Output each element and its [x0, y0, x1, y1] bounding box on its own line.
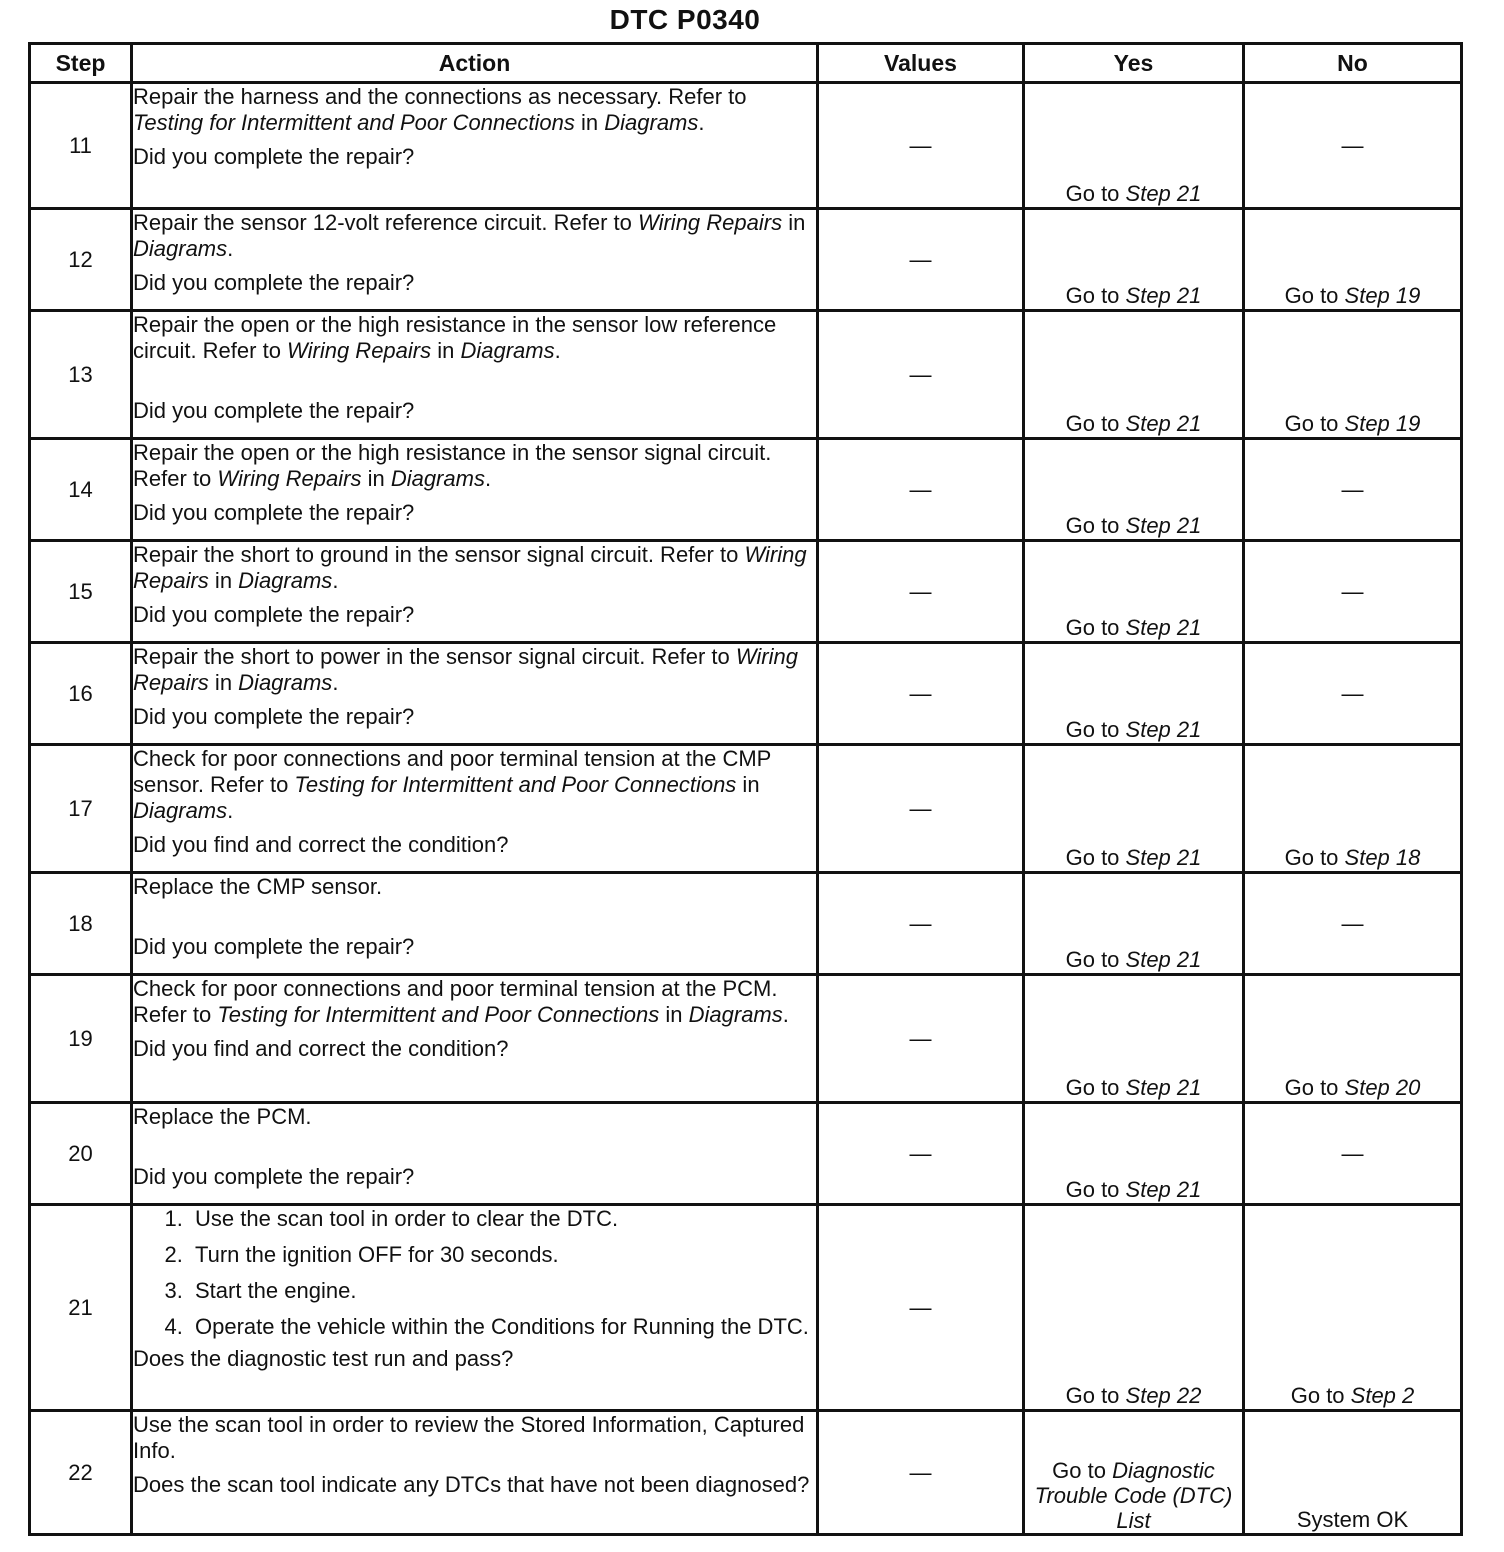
yes-cell: Go to Step 21 — [1024, 745, 1244, 873]
action-cell — [132, 1103, 818, 1205]
action-instruction: Repair the open or the high resistance in the sensor signal circuit. Refer to Wiring Repairs in Diagrams. — [133, 440, 772, 491]
no-cell: — — [1244, 643, 1462, 745]
action-question: Does the scan tool indicate any DTCs that have not been diagnosed? — [133, 1472, 810, 1497]
header-yes: Yes — [1024, 44, 1244, 83]
action-instruction: Repair the open or the high resistance in the sensor low reference circuit. Refer to Wiring Repairs in Diagrams. — [133, 312, 777, 363]
table-row — [30, 541, 1462, 643]
action-question: Did you complete the repair? — [133, 704, 415, 729]
step-number: 12 — [30, 209, 132, 311]
action-instruction: Repair the sensor 12-volt reference circuit. Refer to Wiring Repairs in Diagrams. — [133, 210, 806, 261]
no-cell: Go to Step 19 — [1244, 311, 1462, 439]
action-cell — [132, 209, 818, 311]
step-number: 11 — [30, 83, 132, 209]
action-question: Did you find and correct the condition? — [133, 832, 509, 857]
table-header-row — [30, 44, 1462, 83]
step-number: 20 — [30, 1103, 132, 1205]
yes-cell: Go to Step 21 — [1024, 643, 1244, 745]
values-cell: — — [818, 83, 1024, 209]
values-cell: — — [818, 541, 1024, 643]
action-instruction: Replace the PCM. — [133, 1104, 312, 1129]
header-step: Step — [30, 44, 132, 83]
yes-cell: Go to Step 21 — [1024, 209, 1244, 311]
action-cell — [132, 1411, 818, 1535]
action-question: Did you complete the repair? — [133, 270, 415, 295]
action-cell — [132, 1205, 818, 1411]
header-action: Action — [132, 44, 818, 83]
step-number: 16 — [30, 643, 132, 745]
no-cell: Go to Step 20 — [1244, 975, 1462, 1103]
table-row — [30, 643, 1462, 745]
action-instruction: Repair the short to power in the sensor signal circuit. Refer to Wiring Repairs in Diagrams. — [133, 644, 798, 695]
no-cell: — — [1244, 1103, 1462, 1205]
yes-cell: Go to Step 22 — [1024, 1205, 1244, 1411]
header-no: No — [1244, 44, 1462, 83]
values-cell: — — [818, 1103, 1024, 1205]
values-cell: — — [818, 745, 1024, 873]
list-item: 4. Operate the vehicle within the Conditions for Running the DTC. — [189, 1314, 816, 1340]
list-item: 2. Turn the ignition OFF for 30 seconds. — [189, 1242, 816, 1268]
no-cell: System OK — [1244, 1411, 1462, 1535]
action-cell — [132, 83, 818, 209]
action-cell — [132, 311, 818, 439]
table-row — [30, 1205, 1462, 1411]
action-question: Does the diagnostic test run and pass? — [133, 1346, 514, 1371]
table-row — [30, 975, 1462, 1103]
yes-cell: Go to Diagnostic Trouble Code (DTC) List — [1024, 1411, 1244, 1535]
no-cell: Go to Step 19 — [1244, 209, 1462, 311]
yes-cell: Go to Step 21 — [1024, 873, 1244, 975]
no-cell: — — [1244, 541, 1462, 643]
values-cell: — — [818, 975, 1024, 1103]
action-numbered-list — [133, 1206, 816, 1340]
action-question: Did you complete the repair? — [133, 1164, 415, 1189]
list-item: 3. Start the engine. — [189, 1278, 816, 1304]
page-title: DTC P0340 — [609, 4, 761, 35]
no-cell: — — [1244, 83, 1462, 209]
action-instruction: Check for poor connections and poor terminal tension at the PCM. Refer to Testing for Intermittent and Poor Connections in Diagrams. — [133, 976, 789, 1027]
table-row — [30, 311, 1462, 439]
no-cell: — — [1244, 873, 1462, 975]
step-number: 15 — [30, 541, 132, 643]
action-question: Did you find and correct the condition? — [133, 1036, 509, 1061]
values-cell: — — [818, 439, 1024, 541]
step-number: 13 — [30, 311, 132, 439]
values-cell: — — [818, 643, 1024, 745]
yes-cell: Go to Step 21 — [1024, 83, 1244, 209]
values-cell: — — [818, 873, 1024, 975]
table-row — [30, 83, 1462, 209]
list-item: 1. Use the scan tool in order to clear the DTC. — [189, 1206, 816, 1232]
diagnostic-table — [28, 42, 1463, 1536]
step-number: 22 — [30, 1411, 132, 1535]
header-values: Values — [818, 44, 1024, 83]
values-cell: — — [818, 1411, 1024, 1535]
action-instruction: Replace the CMP sensor. — [133, 874, 383, 899]
yes-cell: Go to Step 21 — [1024, 439, 1244, 541]
table-row — [30, 439, 1462, 541]
no-cell: — — [1244, 439, 1462, 541]
no-cell: Go to Step 18 — [1244, 745, 1462, 873]
values-cell: — — [818, 1205, 1024, 1411]
action-cell — [132, 873, 818, 975]
table-row — [30, 209, 1462, 311]
values-cell: — — [818, 311, 1024, 439]
action-cell — [132, 439, 818, 541]
action-instruction: Check for poor connections and poor terminal tension at the CMP sensor. Refer to Testing for Intermittent and Poor Connections in Diagrams. — [133, 746, 771, 823]
action-cell — [132, 541, 818, 643]
yes-cell: Go to Step 21 — [1024, 975, 1244, 1103]
step-number: 18 — [30, 873, 132, 975]
action-cell — [132, 975, 818, 1103]
action-instruction: Use the scan tool in order to review the Stored Information, Captured Info. — [133, 1412, 805, 1463]
table-row — [30, 1411, 1462, 1535]
action-cell — [132, 643, 818, 745]
yes-cell: Go to Step 21 — [1024, 541, 1244, 643]
table-row — [30, 873, 1462, 975]
yes-cell: Go to Step 21 — [1024, 311, 1244, 439]
action-question: Did you complete the repair? — [133, 500, 415, 525]
action-question: Did you complete the repair? — [133, 398, 415, 423]
table-row — [30, 745, 1462, 873]
action-instruction: Repair the short to ground in the sensor signal circuit. Refer to Wiring Repairs in Diagrams. — [133, 542, 807, 593]
step-number: 17 — [30, 745, 132, 873]
no-cell: Go to Step 2 — [1244, 1205, 1462, 1411]
step-number: 19 — [30, 975, 132, 1103]
step-number: 14 — [30, 439, 132, 541]
action-question: Did you complete the repair? — [133, 144, 415, 169]
action-question: Did you complete the repair? — [133, 934, 415, 959]
action-cell — [132, 745, 818, 873]
action-instruction: Repair the harness and the connections as necessary. Refer to Testing for Intermittent and Poor Connections in Diagrams. — [133, 84, 747, 135]
action-question: Did you complete the repair? — [133, 602, 415, 627]
yes-cell: Go to Step 21 — [1024, 1103, 1244, 1205]
values-cell: — — [818, 209, 1024, 311]
step-number: 21 — [30, 1205, 132, 1411]
table-row — [30, 1103, 1462, 1205]
